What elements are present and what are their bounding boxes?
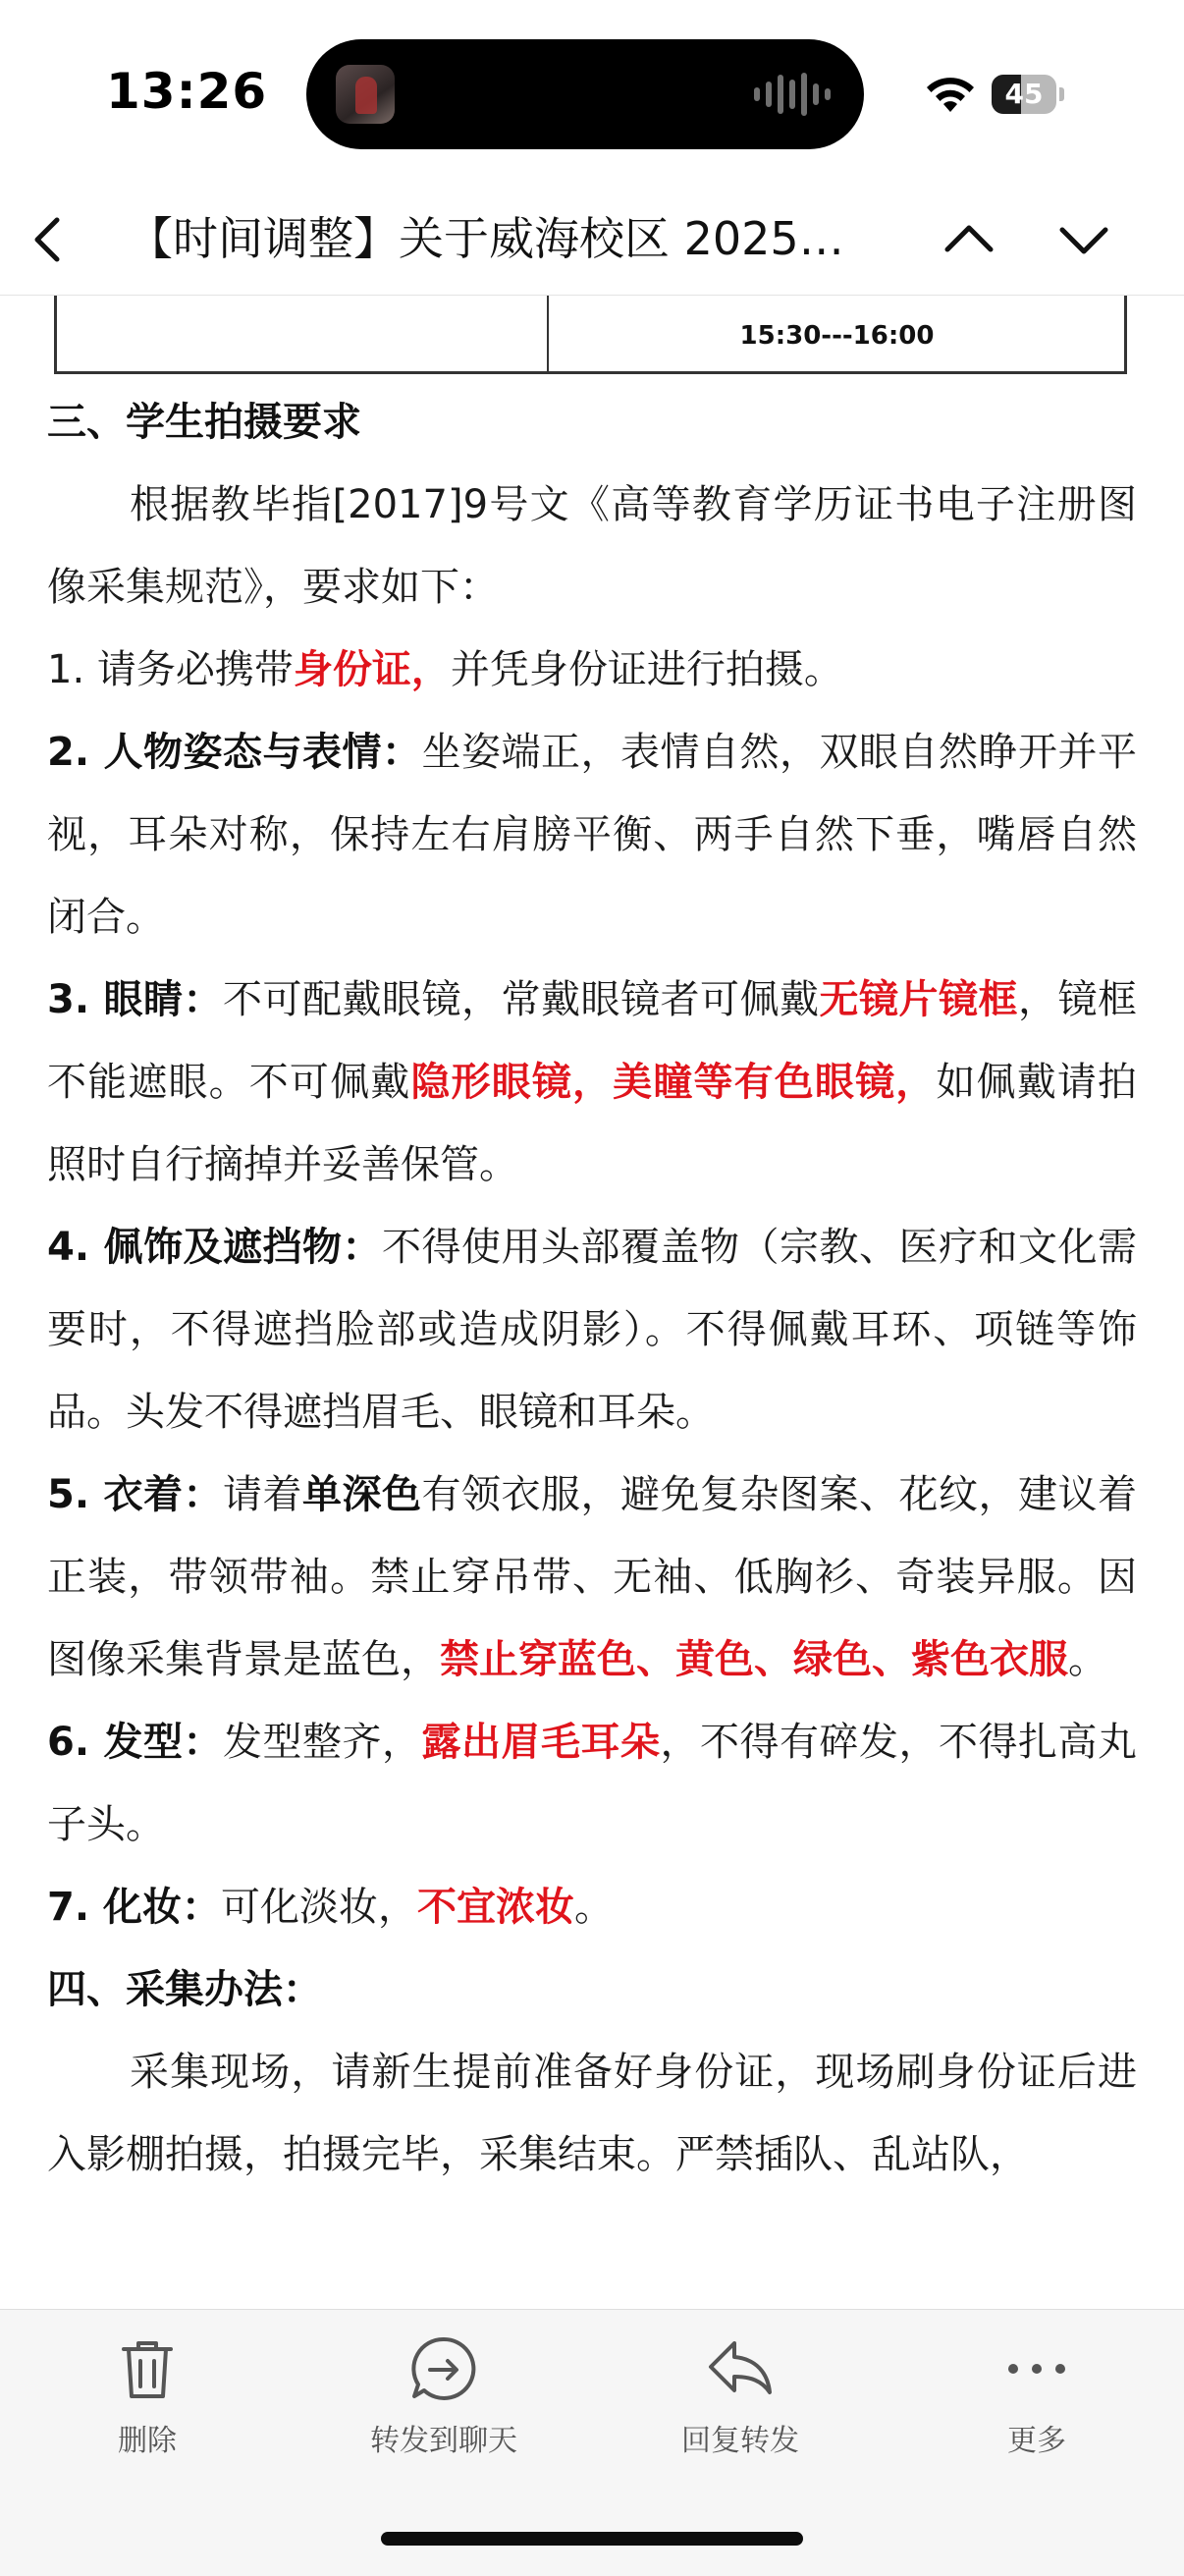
- section3-heading: 三、学生拍摄要求: [47, 400, 361, 445]
- schedule-table-fragment: [54, 296, 1127, 374]
- requirement-item-6: 6. 发型：发型整齐，露出眉毛耳朵，不得有碎发，不得扎高丸子头。: [47, 1720, 1138, 1847]
- method-paragraph: 采集现场，请新生提前准备好身份证，现场刷身份证后进入影棚拍摄，拍摄完毕，采集结束。严禁插队、乱站队，: [47, 2050, 1137, 2177]
- status-bar: [0, 0, 1184, 187]
- reply-forward-button[interactable]: [613, 2333, 868, 2481]
- battery-body: [992, 75, 1056, 114]
- next-mail-chevron-down-icon[interactable]: [1052, 210, 1115, 269]
- forward-to-chat-button[interactable]: [316, 2333, 571, 2481]
- delete-label: 删除: [118, 2424, 177, 2458]
- more-dots-icon: [1001, 2333, 1072, 2404]
- audio-waveform-icon: [754, 73, 831, 116]
- dynamic-island[interactable]: [306, 39, 864, 149]
- table-time-cell: 15:30---16:00: [739, 321, 935, 351]
- requirement-item-2: 2. 人物姿态与表情：坐姿端正，表情自然，双眼自然睁开并平视，耳朵对称，保持左右肩膀平衡、两手自然下垂，嘴唇自然闭合。: [47, 730, 1138, 940]
- back-chevron-icon[interactable]: [18, 210, 77, 269]
- more-button[interactable]: [909, 2333, 1164, 2481]
- requirement-item-4: 4. 佩饰及遮挡物：不得使用头部覆盖物（宗教、医疗和文化需要时，不得遮挡脸部或造成阴影）。不得佩戴耳环、项链等饰品。头发不得遮挡眉毛、眼镜和耳朵。: [47, 1225, 1138, 1435]
- now-playing-thumbnail: [336, 65, 395, 124]
- mail-body[interactable]: [0, 296, 1184, 2309]
- reply-arrow-icon: [705, 2333, 776, 2404]
- battery-indicator: [992, 75, 1064, 114]
- intro-paragraph: 根据教毕指[2017]9号文《高等教育学历证书电子注册图像采集规范》，要求如下：: [47, 482, 1137, 610]
- requirement-item-1: 1. 请务必携带身份证，并凭身份证进行拍摄。: [47, 647, 843, 692]
- requirement-item-3: 3. 眼睛：不可配戴眼镜，常戴眼镜者可佩戴无镜片镜框，镜框不能遮眼。不可佩戴隐形眼镜，美瞳等有色眼镜，如佩戴请拍照时自行摘掉并妥善保管。: [47, 977, 1138, 1187]
- delete-button[interactable]: [20, 2333, 275, 2481]
- requirement-item-5: 5. 衣着：请着单深色有领衣服，避免复杂图案、花纹，建议着正装，带领带袖。禁止穿吊带、无袖、低胸衫、奇装异服。因图像采集背景是蓝色，禁止穿蓝色、黄色、绿色、紫色衣服。: [47, 1472, 1138, 1682]
- reply-forward-label: 回复转发: [681, 2424, 799, 2458]
- forward-to-chat-label: 转发到聊天: [370, 2424, 517, 2458]
- mail-subject-title: 【时间调整】关于威海校区 2025…: [128, 212, 844, 265]
- section4-heading: 四、采集办法：: [47, 1967, 322, 2012]
- more-label: 更多: [1007, 2424, 1066, 2458]
- table-column-divider: [547, 296, 549, 374]
- nav-bar: [0, 187, 1184, 296]
- status-time: 13:26: [106, 63, 268, 120]
- previous-mail-chevron-up-icon[interactable]: [938, 210, 1000, 269]
- document-text: [47, 381, 1137, 2196]
- chat-forward-icon: [408, 2333, 479, 2404]
- wifi-icon: [923, 73, 978, 116]
- trash-icon: [112, 2333, 183, 2404]
- requirement-item-7: 7. 化妆：可化淡妆，不宜浓妆。: [47, 1885, 614, 1930]
- battery-cap: [1059, 87, 1064, 101]
- home-indicator[interactable]: [381, 2532, 803, 2546]
- battery-percent: 45: [1004, 78, 1044, 110]
